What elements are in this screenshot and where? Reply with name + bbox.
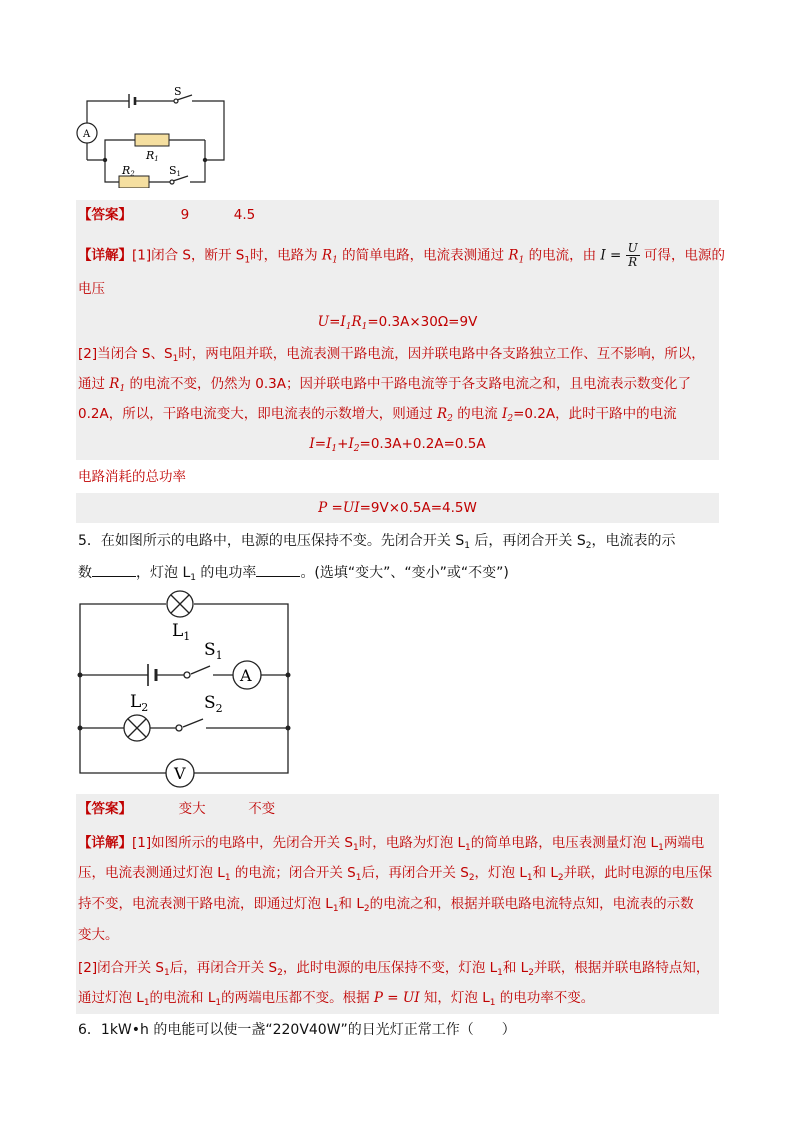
text: 的电流，由 bbox=[524, 247, 601, 264]
q5-answer-row bbox=[78, 799, 275, 819]
sub: 1 bbox=[465, 843, 471, 853]
text: [2]闭合开关 S bbox=[78, 960, 164, 976]
sub: 1 bbox=[352, 843, 359, 853]
text: 的两端电压都不变。根据 bbox=[221, 990, 374, 1006]
var: P bbox=[318, 500, 328, 516]
q4-detail2-line-3 bbox=[78, 404, 677, 424]
text: 知，灯泡 L bbox=[419, 990, 490, 1006]
q5-answer-2: 不变 bbox=[248, 801, 276, 817]
voltmeter-label: V bbox=[174, 764, 186, 783]
text: =9V×0.5A=4.5W bbox=[359, 500, 477, 516]
fraction-u-over-r bbox=[626, 242, 640, 269]
text: [1]闭合 S，断开 S bbox=[132, 247, 245, 264]
s1-label-2: $S_1$ bbox=[204, 640, 223, 662]
text: 的电功率 bbox=[195, 565, 257, 581]
sub: 1 bbox=[489, 998, 496, 1008]
l1-label: $L_1$ bbox=[172, 621, 191, 643]
text: ，电流表的示 bbox=[591, 533, 676, 549]
sub: 2 bbox=[557, 873, 564, 883]
sub: 2 bbox=[447, 414, 453, 424]
text: 的电功率不变。 bbox=[495, 990, 595, 1006]
q5-detail-line-1 bbox=[78, 833, 704, 853]
sub: 1 bbox=[190, 573, 196, 583]
s1-label: S1 bbox=[169, 164, 182, 178]
text: [1]如图所示的电路中，先闭合开关 S bbox=[132, 835, 353, 851]
sub: 1 bbox=[332, 904, 339, 914]
sub: 1 bbox=[119, 384, 126, 394]
q4-detail-line-2: 电压 bbox=[78, 281, 105, 297]
var: R bbox=[109, 376, 120, 392]
sub: 1 bbox=[361, 322, 368, 332]
q4-detail2-line-1 bbox=[78, 344, 705, 364]
text: 时，电路为 bbox=[250, 247, 322, 264]
q5-answer-1: 变大 bbox=[178, 801, 206, 817]
text: 和 L bbox=[502, 960, 529, 976]
text: =0.2A，此时干路中的电流 bbox=[513, 406, 677, 422]
text: 和 L bbox=[532, 865, 558, 881]
var: R bbox=[508, 247, 519, 264]
text: 时，两电阻并联，电流表测干路电流，因并联电路中各支路独立工作、互不影响，所以， bbox=[178, 346, 705, 362]
text: + bbox=[337, 436, 349, 452]
ammeter-label-2: A bbox=[240, 666, 252, 685]
q4-equation-1 bbox=[76, 312, 719, 332]
var: I bbox=[326, 436, 332, 452]
sub: 1 bbox=[224, 873, 231, 883]
text: 5．在如图所示的电路中，电源的电压保持不变。先闭合开关 S bbox=[78, 533, 465, 549]
text: 和 L bbox=[338, 896, 364, 912]
var: I bbox=[340, 314, 346, 330]
var: U bbox=[317, 314, 330, 330]
text: = bbox=[327, 500, 343, 516]
text: ，此时电源的电压保持不变，灯泡 L bbox=[282, 960, 498, 976]
sub: 2 bbox=[507, 414, 514, 424]
text: 的电流；闭合开关 S bbox=[230, 865, 356, 881]
sub: 1 bbox=[518, 255, 525, 266]
var: R bbox=[437, 406, 448, 422]
text: 后，再闭合开关 S bbox=[361, 865, 469, 881]
q5-detail-line-2 bbox=[78, 863, 712, 883]
var: I bbox=[348, 436, 354, 452]
switch-s-label: S bbox=[174, 85, 182, 98]
text: = bbox=[382, 990, 403, 1006]
text: = bbox=[314, 436, 327, 452]
q5-detail-line-3 bbox=[78, 894, 694, 914]
detail-label: 【详解】 bbox=[78, 247, 132, 264]
q5-detail-line-4: 变大。 bbox=[78, 927, 119, 943]
q4-answer-2: 4.5 bbox=[233, 207, 256, 223]
var: R bbox=[351, 314, 362, 330]
sub: 2 bbox=[353, 444, 360, 454]
text: 的简单电路，电压表测量灯泡 L bbox=[470, 835, 659, 851]
q5-detail2-line-2 bbox=[78, 988, 594, 1008]
q4-answer-1: 9 bbox=[180, 207, 190, 223]
text: 通过 bbox=[78, 376, 110, 392]
var: I bbox=[600, 247, 606, 264]
q5-detail2-line-1 bbox=[78, 958, 709, 978]
text: = bbox=[605, 247, 626, 264]
answer-blank-2[interactable] bbox=[256, 562, 300, 577]
sub: 1 bbox=[658, 843, 664, 853]
text: ，灯泡 L bbox=[474, 865, 527, 881]
q4-detail2-line-2 bbox=[78, 374, 691, 394]
q5-question-line-2 bbox=[78, 562, 509, 583]
text: 的电流不变，仍然为 0.3A；因并联电路中干路电流等于各支路电流之和，且电流表示数变化了 bbox=[125, 376, 691, 392]
r1-label: R1 bbox=[146, 149, 159, 163]
sub: 1 bbox=[345, 322, 352, 332]
text: 通过灯泡 L bbox=[78, 990, 144, 1006]
sub: 1 bbox=[355, 873, 362, 883]
answer-blank-1[interactable] bbox=[92, 562, 136, 577]
text: =0.3A+0.2A=0.5A bbox=[359, 436, 486, 452]
num: U bbox=[627, 241, 638, 255]
ammeter-label: A bbox=[83, 129, 91, 140]
text: 后，再闭合开关 S bbox=[169, 960, 278, 976]
text: 的电流和 L bbox=[149, 990, 216, 1006]
l2-label: $L_2$ bbox=[130, 692, 149, 714]
sub: 1 bbox=[526, 873, 533, 883]
q4-equation-2 bbox=[76, 434, 719, 454]
text: 。(选填“变大”、“变小”或“不变”) bbox=[300, 565, 509, 581]
den: R bbox=[628, 255, 638, 269]
circuit-diagram-2 bbox=[70, 588, 300, 788]
text: 可得，电源的 bbox=[639, 247, 726, 264]
text: 并联，根据并联电路特点知， bbox=[533, 960, 710, 976]
var: UI bbox=[402, 990, 420, 1006]
var: I bbox=[309, 436, 315, 452]
text: 数 bbox=[78, 565, 92, 581]
sub: 2 bbox=[468, 873, 475, 883]
text: 并联，此时电源的电压保 bbox=[563, 865, 713, 881]
text: =0.3A×30Ω=9V bbox=[367, 314, 478, 330]
sub: 1 bbox=[464, 541, 470, 551]
sub: 2 bbox=[585, 541, 592, 551]
sub: 1 bbox=[497, 968, 503, 978]
var: R bbox=[321, 247, 333, 264]
sub: 2 bbox=[277, 968, 283, 978]
q6-question: 6．1kW•h 的电能可以使一盏“220V40W”的日光灯正常工作（ ） bbox=[78, 1022, 516, 1038]
text: 压，电流表测通过灯泡 L bbox=[78, 865, 225, 881]
var: UI bbox=[342, 500, 360, 516]
q4-detail-line-1 bbox=[78, 242, 725, 269]
text: 0.2A，所以，干路电流变大，即电流表的示数增大，则通过 bbox=[78, 406, 437, 422]
text: 持不变，电流表测干路电流，即通过灯泡 L bbox=[78, 896, 333, 912]
var: P bbox=[373, 990, 383, 1006]
text: ，灯泡 L bbox=[136, 565, 191, 581]
text: 的简单电路，电流表测通过 bbox=[337, 247, 509, 264]
text: 的电流 bbox=[452, 406, 502, 422]
q5-question-line-1 bbox=[78, 531, 676, 551]
sub: 1 bbox=[215, 998, 222, 1008]
q4-equation-3 bbox=[76, 498, 719, 518]
sub: 1 bbox=[331, 444, 338, 454]
sub: 2 bbox=[363, 904, 370, 914]
var: I bbox=[502, 406, 508, 422]
text: 两端电 bbox=[663, 835, 705, 851]
answer-label: 【答案】 bbox=[78, 801, 132, 817]
answer-label: 【答案】 bbox=[78, 207, 132, 223]
circuit-diagram-1 bbox=[74, 84, 234, 188]
q4-power-label: 电路消耗的总功率 bbox=[78, 469, 186, 485]
text: 的电流之和，根据并联电路电流特点知，电流表的示数 bbox=[369, 896, 694, 912]
text: [2]当闭合 S、S bbox=[78, 346, 173, 362]
sub: 2 bbox=[528, 968, 534, 978]
r2-label: R2 bbox=[122, 164, 135, 178]
s2-label: $S_2$ bbox=[204, 693, 223, 715]
sub: 1 bbox=[163, 968, 170, 978]
detail-label: 【详解】 bbox=[78, 835, 132, 851]
q4-answer-row bbox=[78, 205, 255, 225]
text: = bbox=[329, 314, 341, 330]
sub: 1 bbox=[332, 255, 338, 266]
text: 后，再闭合开关 S bbox=[469, 533, 586, 549]
sub: 1 bbox=[172, 354, 179, 364]
text: 时，电路为灯泡 L bbox=[358, 835, 466, 851]
sub: 1 bbox=[143, 998, 150, 1008]
sub: 1 bbox=[244, 255, 251, 266]
